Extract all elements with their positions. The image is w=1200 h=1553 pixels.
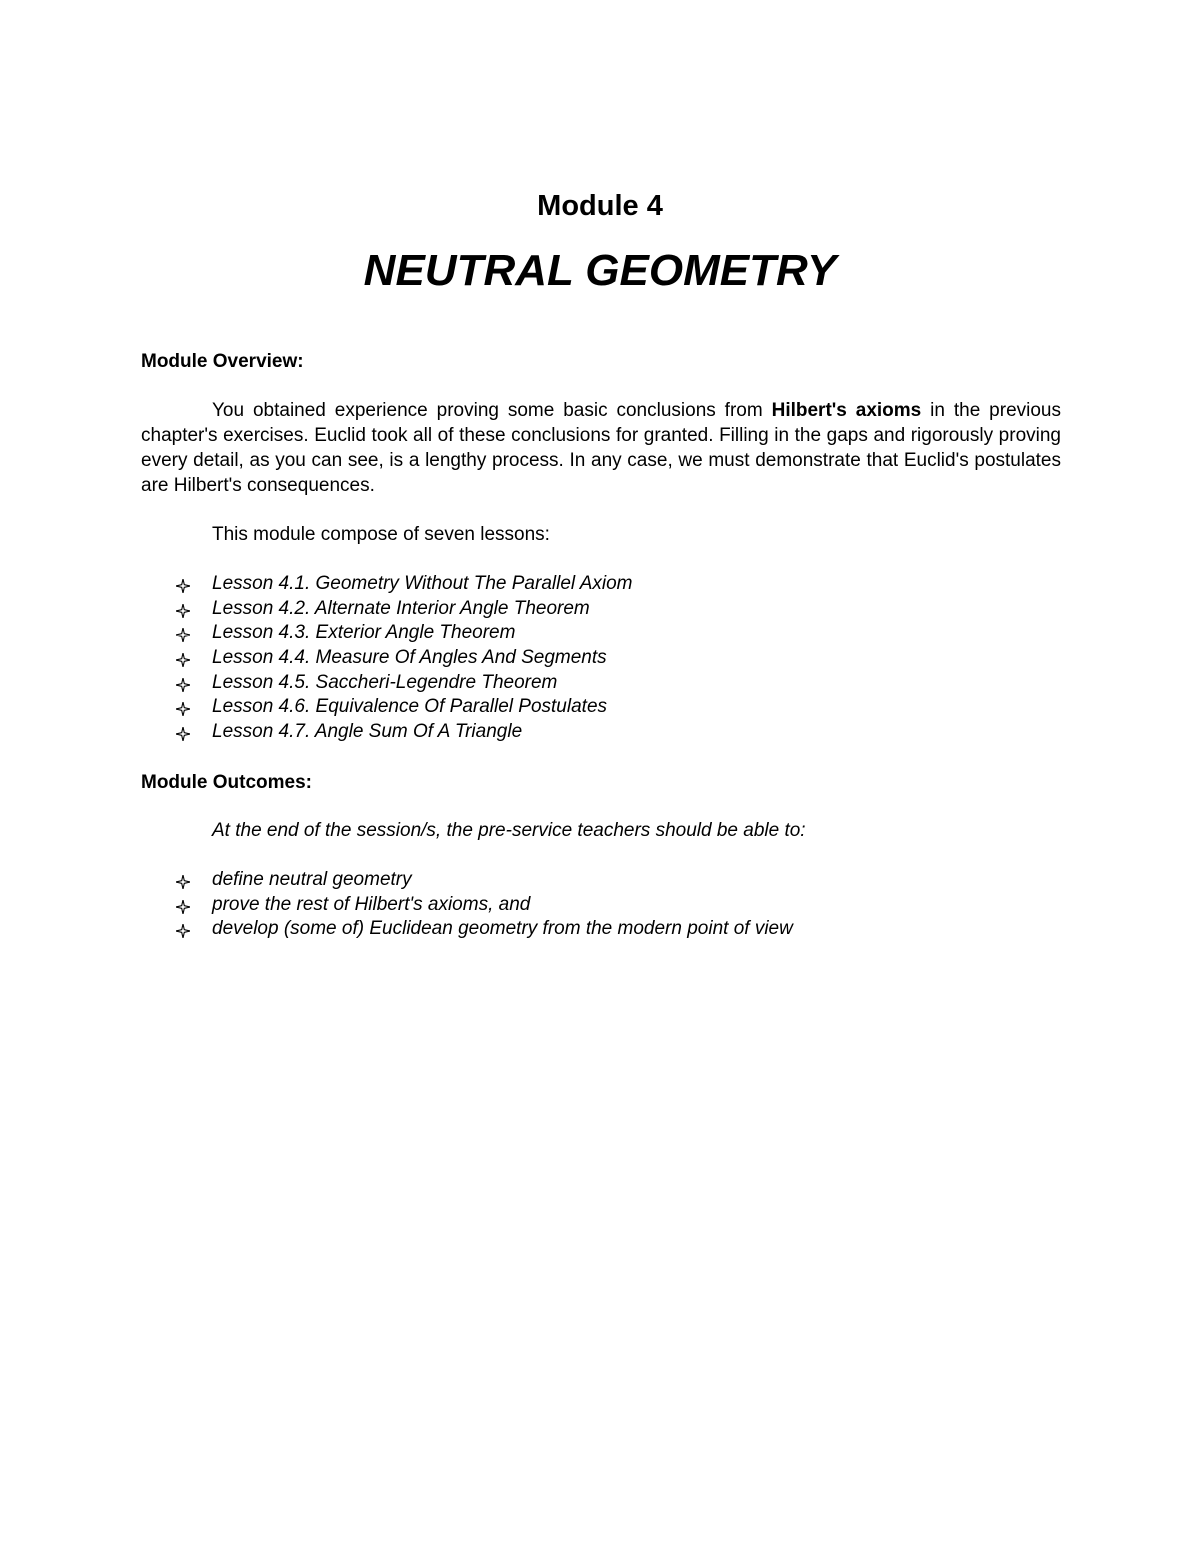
overview-heading: Module Overview: [141,351,304,372]
four-point-star-bullet-icon [176,924,190,938]
outcome-label: prove the rest of Hilbert's axioms, and [212,893,531,915]
outcome-item [176,893,793,918]
four-point-star-bullet-icon [176,653,190,667]
outcome-list [176,868,793,942]
four-point-star-bullet-icon [176,579,190,593]
overview-bold-term: Hilbert's axioms [771,400,922,421]
lesson-item [176,597,632,622]
lesson-label: Lesson 4.1. Geometry Without The Parallel Axiom [212,573,633,594]
outcome-label: develop (some of) Euclidean geometry from the modern point of view [212,918,793,940]
lesson-label: Lesson 4.7. Angle Sum Of A Triangle [212,721,523,743]
outcomes-intro: At the end of the session/s, the pre-service teachers should be able to: [212,820,806,841]
overview-text-before: You obtained experience proving some basic conclusions from [212,400,772,421]
four-point-star-bullet-icon [176,702,190,716]
lesson-label: Lesson 4.6. Equivalence Of Parallel Postulates [212,696,608,718]
lessons-intro: This module compose of seven lessons: [212,524,550,545]
outcome-label: define neutral geometry [212,869,412,890]
four-point-star-bullet-icon [176,628,190,642]
overview-paragraph [141,398,1061,498]
outcome-item [176,868,793,893]
lesson-label: Lesson 4.3. Exterior Angle Theorem [212,622,516,644]
four-point-star-bullet-icon [176,678,190,692]
four-point-star-bullet-icon [176,875,190,889]
lesson-label: Lesson 4.2. Alternate Interior Angle Theorem [212,597,590,619]
lesson-item [176,695,632,720]
outcome-item [176,917,793,942]
four-point-star-bullet-icon [176,604,190,618]
module-number: Module 4 [537,190,663,222]
four-point-star-bullet-icon [176,727,190,741]
lesson-item [176,621,632,646]
lesson-item [176,646,632,671]
lesson-label: Lesson 4.4. Measure Of Angles And Segments [212,647,607,669]
overview-text-after: in the previous chapter's exercises. Euclid took all of these conclusions for granted. Filling in the gaps and rigorously proving every detail, as you can see, is a lengthy process. In any case, we must demonstrate that Euclid's postulates are Hilbert's consequences. [141,400,1061,496]
four-point-star-bullet-icon [176,900,190,914]
lesson-label: Lesson 4.5. Saccheri-Legendre Theorem [212,671,558,693]
module-title: NEUTRAL GEOMETRY [363,246,837,295]
lesson-item [176,720,632,745]
lesson-list [176,572,632,745]
lesson-item [176,671,632,696]
lesson-item [176,572,632,597]
outcomes-heading: Module Outcomes: [141,772,313,793]
